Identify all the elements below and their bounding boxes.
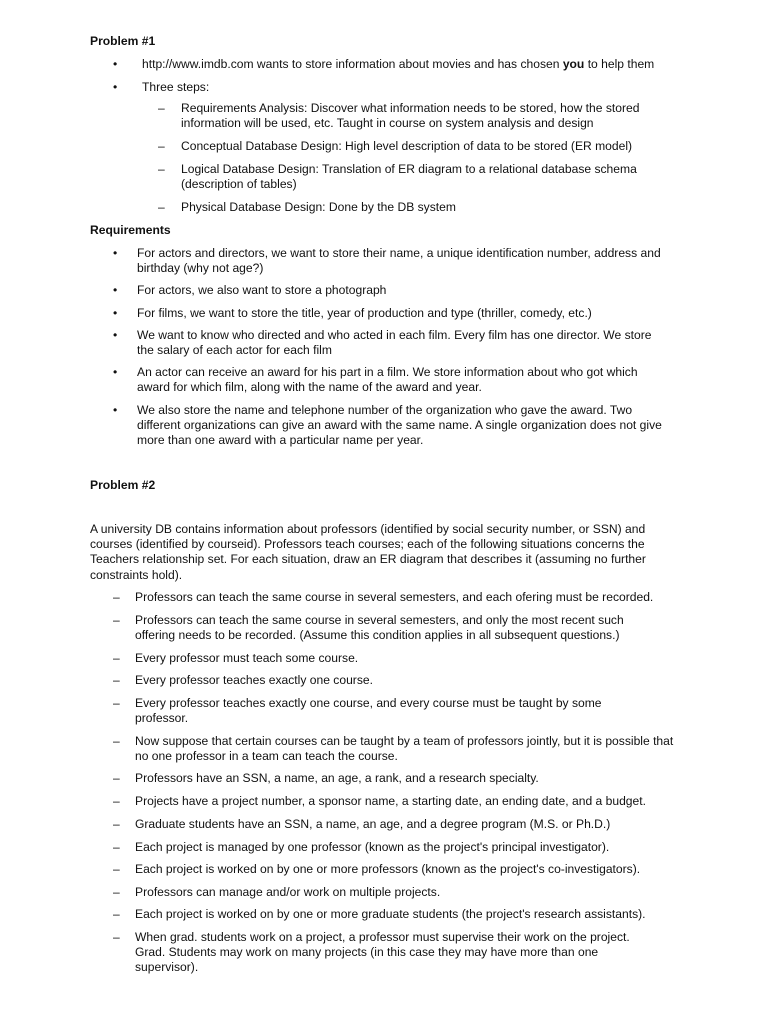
question-text: Every professor must teach some course.: [135, 651, 359, 665]
question-text: Every professor teaches exactly one course.: [135, 673, 373, 687]
bullet-marker: •: [113, 365, 118, 379]
bullet-marker: •: [113, 246, 118, 260]
question-text: Projects have a project number, a sponsor name, a starting date, an ending date, and a budget.: [135, 794, 646, 808]
dash-marker: –: [158, 139, 165, 153]
problem2-paragraph: A university DB contains information about professors (identified by social security number, or SSN) and courses (identified by courseid). Professors teach courses; each of the following situations concerns the Teachers relationship set. For each situation, draw an ER diagram that describes it (assuming no further constraints hold).: [90, 522, 646, 582]
dash-marker: –: [113, 651, 120, 665]
dash-marker: –: [158, 101, 165, 115]
dash-marker: –: [113, 840, 120, 854]
dash-marker: –: [113, 590, 120, 604]
step-text: Requirements Analysis: Discover what information needs to be stored, how the stored information will be used, etc. Taught in course on system analysis and design: [181, 101, 640, 131]
dash-marker: –: [113, 907, 120, 921]
problem1-heading: Problem #1: [90, 34, 156, 48]
question-text: Professors have an SSN, a name, an age, a rank, and a research specialty.: [135, 771, 539, 785]
question-text: When grad. students work on a project, a professor must supervise their work on the project. Grad. Students may work on many projects (in this case they may have more than one supervisor).: [135, 930, 630, 975]
question-text: Each project is worked on by one or more professors (known as the project's co-investigators).: [135, 862, 641, 876]
requirement-text: For actors and directors, we want to store their name, a unique identification number, address and birthday (why not age?): [137, 246, 661, 276]
dash-marker: –: [113, 930, 120, 944]
dash-marker: –: [113, 817, 120, 831]
step-text: Physical Database Design: Done by the DB system: [181, 200, 456, 214]
step-text: Conceptual Database Design: High level description of data to be stored (ER model): [181, 139, 633, 153]
dash-marker: –: [113, 673, 120, 687]
three-steps-text: Three steps:: [142, 80, 210, 94]
dash-marker: –: [113, 862, 120, 876]
bullet-marker: •: [113, 57, 118, 71]
question-text: Graduate students have an SSN, a name, an age, and a degree program (M.S. or Ph.D.): [135, 817, 611, 831]
dash-marker: –: [158, 200, 165, 214]
intro-text: http://www.imdb.com wants to store information about movies and has chosen: [142, 57, 563, 71]
dash-marker: –: [113, 613, 120, 627]
emphasis-you: you: [562, 57, 585, 71]
requirement-text: We want to know who directed and who acted in each film. Every film has one director. We store the salary of each actor for each film: [137, 328, 652, 358]
intro-text-end: to help them: [584, 57, 655, 71]
requirement-text: For films, we want to store the title, year of production and type (thriller, comedy, etc.): [137, 306, 592, 320]
dash-marker: –: [158, 162, 165, 176]
problem2-heading: Problem #2: [90, 478, 156, 492]
bullet-marker: •: [113, 80, 118, 94]
bullet-marker: •: [113, 306, 118, 320]
dash-marker: –: [113, 885, 120, 899]
question-text: Professors can manage and/or work on multiple projects.: [135, 885, 441, 899]
dash-marker: –: [113, 794, 120, 808]
question-text: Every professor teaches exactly one course, and every course must be taught by some professor.: [135, 696, 602, 726]
requirements-heading: Requirements: [90, 223, 171, 237]
dash-marker: –: [113, 771, 120, 785]
bullet-marker: •: [113, 403, 118, 417]
question-text: Professors can teach the same course in several semesters, and only the most recent such offering needs to be recorded. (Assume this condition applies in all subsequent questions.): [135, 613, 624, 643]
requirement-text: An actor can receive an award for his part in a film. We store information about who got which award for which film, along with the name of the award and year.: [137, 365, 638, 395]
requirement-text: We also store the name and telephone number of the organization who gave the award. Two different organizations can give an award with the same name. A single organization does not give more than one award with a particular name per year.: [137, 403, 662, 448]
bullet-marker: •: [113, 283, 118, 297]
question-text: Each project is worked on by one or more graduate students (the project's research assistants).: [135, 907, 646, 921]
question-text: Now suppose that certain courses can be taught by a team of professors jointly, but it is possible that no one professor in a team can teach the course.: [135, 734, 674, 764]
dash-marker: –: [113, 734, 120, 748]
dash-marker: –: [113, 696, 120, 710]
requirement-text: For actors, we also want to store a photograph: [137, 283, 387, 297]
step-text: Logical Database Design: Translation of ER diagram to a relational database schema (description of tables): [181, 162, 637, 192]
bullet-marker: •: [113, 328, 118, 342]
question-text: Each project is managed by one professor (known as the project's principal investigator).: [135, 840, 610, 854]
question-text: Professors can teach the same course in several semesters, and each ofering must be recorded.: [135, 590, 654, 604]
